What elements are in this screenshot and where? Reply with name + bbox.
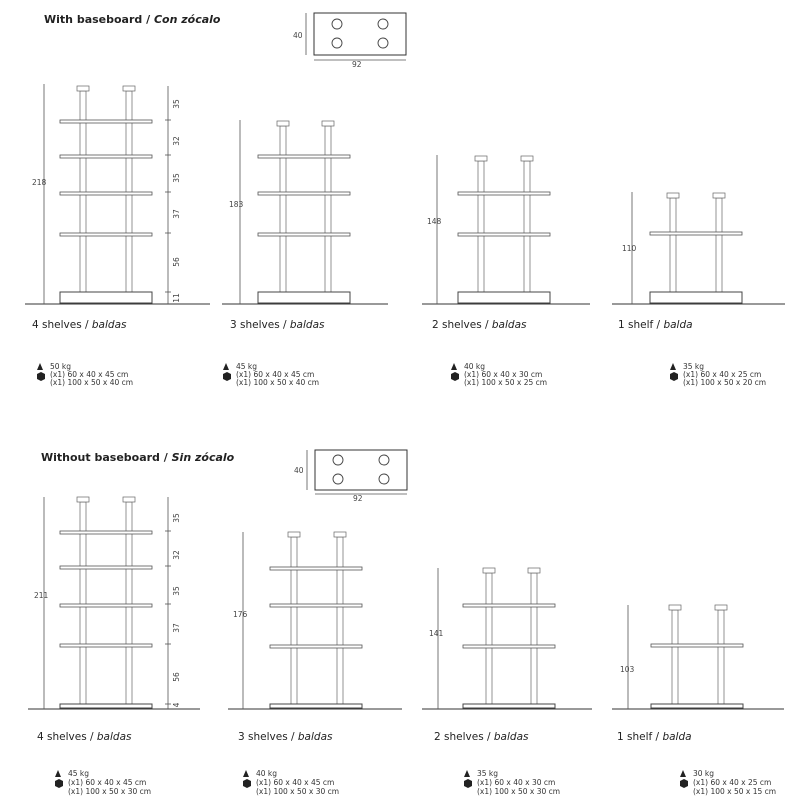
post-cap xyxy=(77,86,89,91)
post-cap xyxy=(334,532,346,537)
foot-circle xyxy=(379,455,389,465)
post xyxy=(716,198,722,293)
shelf xyxy=(258,233,350,236)
shelf xyxy=(60,644,152,647)
baseboard xyxy=(60,292,152,303)
weight-icon xyxy=(37,363,43,370)
weight-icon xyxy=(670,363,676,370)
segment-label: 32 xyxy=(172,136,181,146)
box-icon xyxy=(680,779,688,788)
shelf-unit-4-shelves xyxy=(25,84,210,387)
shelf xyxy=(258,192,350,195)
post xyxy=(280,126,286,293)
post xyxy=(670,198,676,293)
weight-icon xyxy=(55,770,61,777)
post xyxy=(486,573,492,704)
shelf-unit-3-shelves xyxy=(222,120,388,387)
box-icon xyxy=(464,779,472,788)
segment-label: 32 xyxy=(172,550,181,560)
post-cap xyxy=(483,568,495,573)
box-icon xyxy=(243,779,251,788)
weight-icon xyxy=(464,770,470,777)
footprint-outline xyxy=(315,450,407,490)
post xyxy=(325,126,331,293)
post-cap xyxy=(77,497,89,502)
package-info xyxy=(37,362,133,387)
box-icon xyxy=(37,372,45,381)
segment-label: 4 xyxy=(172,702,181,708)
package-info xyxy=(451,362,547,387)
height-label: 176 xyxy=(233,610,248,619)
foot-circle xyxy=(379,474,389,484)
baseboard xyxy=(458,292,550,303)
package-info xyxy=(223,362,319,387)
weight-icon xyxy=(680,770,686,777)
box-icon xyxy=(451,372,459,381)
height-label: 148 xyxy=(427,217,442,226)
post-cap xyxy=(322,121,334,126)
box-icon xyxy=(223,372,231,381)
package-box: (x1) 60 x 40 x 45 cm xyxy=(50,370,129,379)
package-box: (x1) 60 x 40 x 45 cm xyxy=(236,370,315,379)
foot-circle xyxy=(332,38,342,48)
shelf xyxy=(651,644,743,647)
post-cap xyxy=(715,605,727,610)
post-cap xyxy=(667,193,679,198)
shelf xyxy=(463,645,555,648)
segment-label: 56 xyxy=(172,257,181,267)
foot-circle xyxy=(378,38,388,48)
post-cap xyxy=(123,86,135,91)
package-box: (x1) 60 x 40 x 30 cm xyxy=(477,778,556,787)
post-cap xyxy=(277,121,289,126)
package-box: (x1) 100 x 50 x 15 cm xyxy=(693,787,777,796)
segment-label: 11 xyxy=(172,293,181,303)
post xyxy=(531,573,537,704)
shelf xyxy=(60,531,152,534)
shelf xyxy=(270,567,362,570)
shelf xyxy=(60,192,152,195)
package-weight: 45 kg xyxy=(68,769,90,778)
post-cap xyxy=(713,193,725,198)
shelf-unit-1-shelf xyxy=(612,192,785,387)
segment-label: 35 xyxy=(172,173,181,183)
foot-circle xyxy=(378,19,388,29)
package-weight: 40 kg xyxy=(256,769,278,778)
shelf-unit-2-shelves xyxy=(422,155,590,387)
post xyxy=(291,537,297,704)
shelf-unit-2-shelves xyxy=(422,568,592,796)
package-weight: 35 kg xyxy=(683,362,705,371)
configuration-label: 1 shelf / balda xyxy=(618,319,693,331)
configuration-label: 3 shelves / baldas xyxy=(230,319,325,331)
package-box: (x1) 100 x 50 x 30 cm xyxy=(68,787,152,796)
package-box: (x1) 100 x 50 x 25 cm xyxy=(464,378,548,387)
shelf xyxy=(463,604,555,607)
package-weight: 40 kg xyxy=(464,362,486,371)
height-label: 218 xyxy=(32,178,47,187)
height-label: 211 xyxy=(34,591,49,600)
shelf-unit-1-shelf xyxy=(612,605,784,796)
package-info xyxy=(464,769,560,796)
height-label: 103 xyxy=(620,665,635,674)
package-box: (x1) 100 x 50 x 40 cm xyxy=(50,378,134,387)
shelf xyxy=(458,233,550,236)
package-box: (x1) 60 x 40 x 25 cm xyxy=(693,778,772,787)
package-info xyxy=(55,769,151,796)
shelf xyxy=(60,155,152,158)
configuration-label: 4 shelves / baldas xyxy=(32,319,127,331)
post xyxy=(478,161,484,293)
shelf xyxy=(60,120,152,123)
post-cap xyxy=(288,532,300,537)
package-info xyxy=(680,769,776,796)
weight-icon xyxy=(223,363,229,370)
foot-circle xyxy=(333,455,343,465)
floor-foot-plate xyxy=(463,704,555,708)
floor-foot-plate xyxy=(60,704,152,708)
segment-label: 37 xyxy=(172,623,181,633)
footprint-plan xyxy=(294,450,407,503)
height-label: 110 xyxy=(622,244,637,253)
shelf xyxy=(60,233,152,236)
configuration-label: 4 shelves / baldas xyxy=(37,731,132,743)
segment-label: 35 xyxy=(172,513,181,523)
package-info xyxy=(243,769,339,796)
shelf-unit-3-shelves xyxy=(228,532,402,796)
configuration-label: 1 shelf / balda xyxy=(617,731,692,743)
package-weight: 30 kg xyxy=(693,769,715,778)
post xyxy=(337,537,343,704)
shelf xyxy=(458,192,550,195)
package-box: (x1) 100 x 50 x 40 cm xyxy=(236,378,320,387)
configuration-label: 2 shelves / baldas xyxy=(434,731,529,743)
baseboard xyxy=(258,292,350,303)
package-weight: 45 kg xyxy=(236,362,258,371)
floor-foot-plate xyxy=(651,704,743,708)
footprint-outline xyxy=(314,13,406,55)
post xyxy=(672,610,678,704)
segment-label: 35 xyxy=(172,99,181,109)
post xyxy=(524,161,530,293)
footprint-plan xyxy=(293,13,406,69)
footprint-width: 92 xyxy=(353,494,363,503)
segment-label: 35 xyxy=(172,586,181,596)
footprint-width: 92 xyxy=(352,60,362,69)
package-weight: 35 kg xyxy=(477,769,499,778)
height-label: 183 xyxy=(229,200,244,209)
baseboard xyxy=(650,292,742,303)
package-box: (x1) 60 x 40 x 45 cm xyxy=(256,778,335,787)
shelf-unit-4-shelves xyxy=(28,497,200,796)
shelf xyxy=(270,645,362,648)
post-cap xyxy=(528,568,540,573)
footprint-depth: 40 xyxy=(294,466,304,475)
footprint-depth: 40 xyxy=(293,31,303,40)
section-title: With baseboard / Con zócalo xyxy=(44,13,221,26)
post-cap xyxy=(669,605,681,610)
foot-circle xyxy=(333,474,343,484)
post xyxy=(718,610,724,704)
post-cap xyxy=(123,497,135,502)
post-cap xyxy=(475,156,487,161)
post-cap xyxy=(521,156,533,161)
height-label: 141 xyxy=(429,629,444,638)
segment-label: 56 xyxy=(172,672,181,682)
shelf xyxy=(270,604,362,607)
box-icon xyxy=(55,779,63,788)
package-box: (x1) 100 x 50 x 20 cm xyxy=(683,378,767,387)
shelf xyxy=(60,604,152,607)
configuration-label: 3 shelves / baldas xyxy=(238,731,333,743)
package-box: (x1) 100 x 50 x 30 cm xyxy=(256,787,340,796)
floor-foot-plate xyxy=(270,704,362,708)
package-weight: 50 kg xyxy=(50,362,72,371)
section-without-baseboard xyxy=(28,450,784,796)
shelf xyxy=(258,155,350,158)
shelf xyxy=(650,232,742,235)
package-info xyxy=(670,362,766,387)
shelf xyxy=(60,566,152,569)
foot-circle xyxy=(332,19,342,29)
section-with-baseboard xyxy=(25,13,785,387)
section-title: Without baseboard / Sin zócalo xyxy=(41,451,235,464)
configuration-label: 2 shelves / baldas xyxy=(432,319,527,331)
package-box: (x1) 60 x 40 x 30 cm xyxy=(464,370,543,379)
weight-icon xyxy=(451,363,457,370)
package-box: (x1) 100 x 50 x 30 cm xyxy=(477,787,561,796)
package-box: (x1) 60 x 40 x 45 cm xyxy=(68,778,147,787)
box-icon xyxy=(670,372,678,381)
weight-icon xyxy=(243,770,249,777)
package-box: (x1) 60 x 40 x 25 cm xyxy=(683,370,762,379)
segment-label: 37 xyxy=(172,209,181,219)
